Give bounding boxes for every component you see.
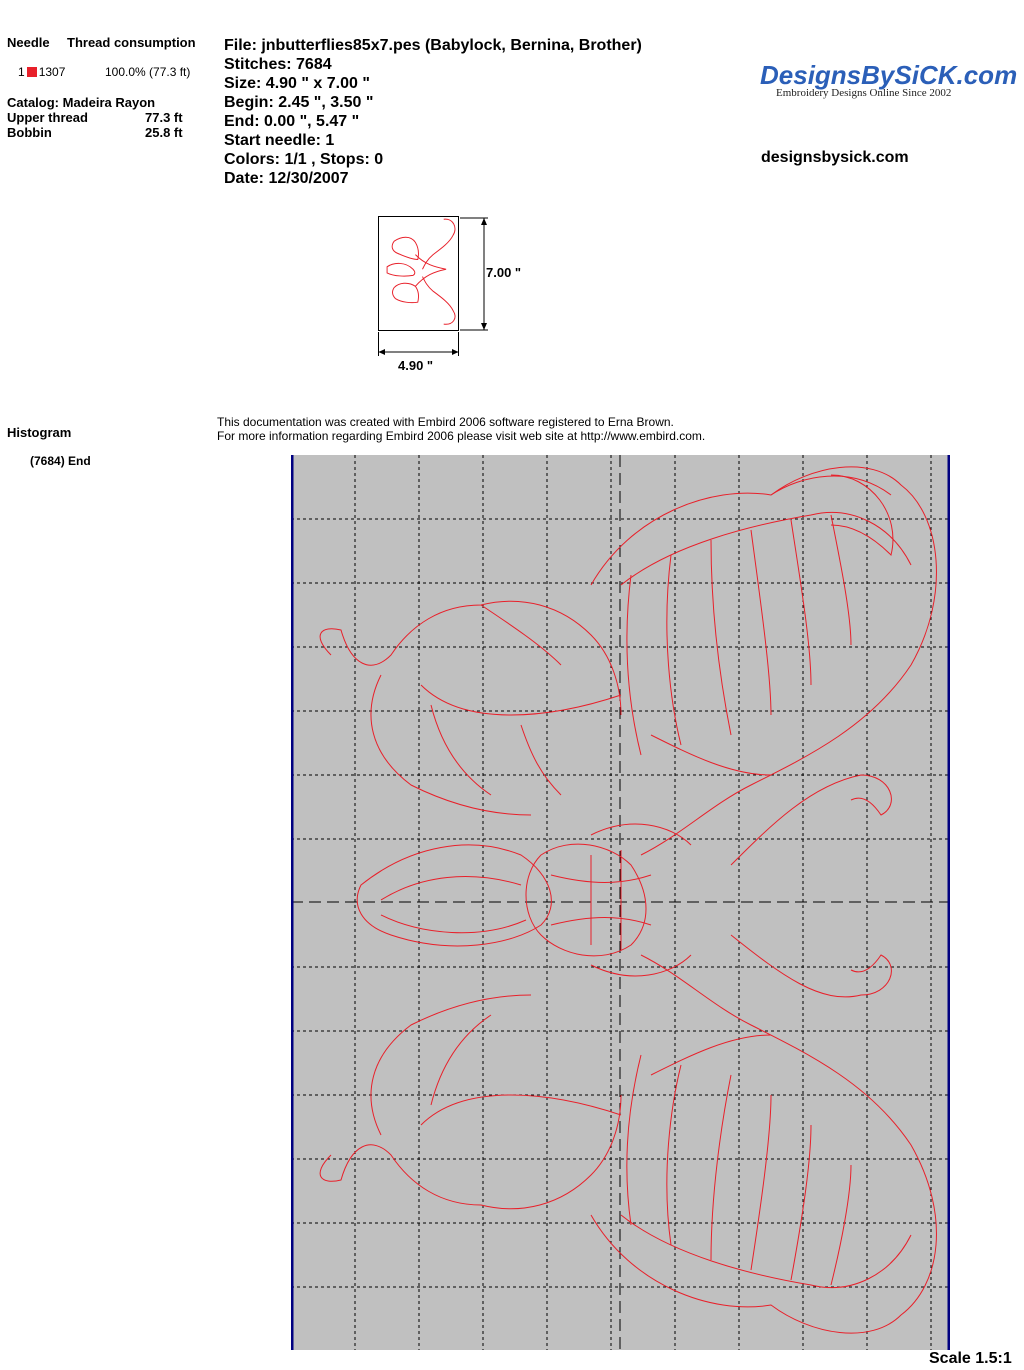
design-preview (378, 216, 538, 381)
credits-line-1: This documentation was created with Embird 2006 software registered to Erna Brown. (217, 415, 674, 429)
histogram-entry: (7684) End (30, 454, 91, 468)
design-info (224, 36, 642, 188)
bobbin-value: 25.8 ft (145, 125, 183, 140)
stitch-canvas (291, 455, 950, 1350)
info-end: End: 0.00 ", 5.47 " (224, 113, 360, 130)
brand-logo (760, 60, 1018, 99)
preview-height-label: 7.00 " (486, 265, 522, 280)
scale-label: Scale 1.5:1 (929, 1350, 1012, 1367)
thread-row (18, 65, 65, 79)
preview-svg (378, 216, 538, 376)
preview-width-label: 4.90 " (398, 358, 434, 373)
thread-color-code: 1307 (38, 65, 66, 79)
info-stitches: Stitches: 7684 (224, 56, 332, 73)
thread-consumption-header: Thread consumption (67, 35, 196, 50)
thread-color-swatch (27, 67, 37, 77)
bobbin-label: Bobbin (7, 125, 52, 140)
width-arrow-left (379, 349, 386, 355)
info-size: Size: 4.90 " x 7.00 " (224, 75, 370, 92)
thread-percent: 100.0% (77.3 ft) (105, 65, 191, 79)
info-begin: Begin: 2.45 ", 3.50 " (224, 94, 374, 111)
histogram-title: Histogram (7, 425, 72, 440)
brand-logo-text: DesignsBySiCK.com (760, 60, 1018, 90)
width-arrow-right (452, 349, 459, 355)
upper-thread-value: 77.3 ft (145, 110, 183, 125)
thread-needle-number: 1 (18, 65, 25, 79)
catalog-label: Catalog: Madeira Rayon (7, 95, 156, 110)
brand-tagline: Embroidery Designs Online Since 2002 (776, 87, 952, 99)
height-arrow-top (481, 218, 487, 225)
credits-line-2: For more information regarding Embird 2006 please visit web site at http://www.embird.com. (217, 429, 706, 443)
needle-header: Needle (7, 35, 50, 50)
info-start-needle: Start needle: 1 (224, 132, 335, 149)
stitch-canvas-svg (291, 455, 950, 1350)
brand-site: designsbysick.com (761, 149, 909, 166)
info-file: File: jnbutterflies85x7.pes (Babylock, Bernina, Brother) (224, 37, 642, 54)
preview-frame (379, 217, 459, 331)
credits (217, 415, 705, 443)
upper-thread-label: Upper thread (7, 110, 88, 125)
height-arrow-bottom (481, 323, 487, 330)
info-date: Date: 12/30/2007 (224, 170, 349, 187)
info-colors: Colors: 1/1 , Stops: 0 (224, 151, 384, 168)
